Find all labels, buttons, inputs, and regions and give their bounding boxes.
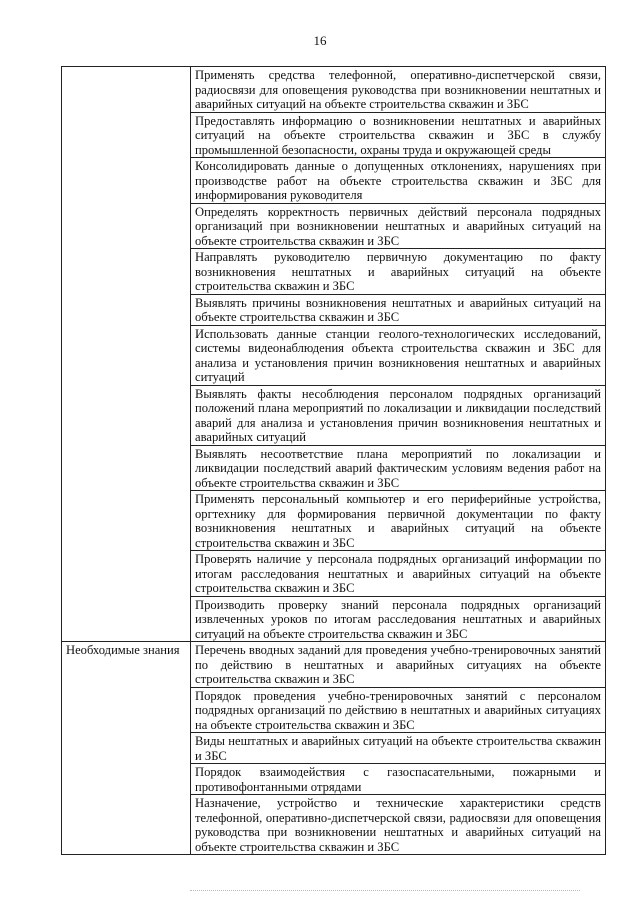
competency-table xyxy=(61,66,606,855)
table-row xyxy=(62,67,606,113)
section-label xyxy=(62,67,191,642)
requirement-cell: Предоставлять информацию о возникновении нештатных и аварийных ситуаций на объекте строительства скважин и ЗБС в службу промышленной безопасности, охраны труда и окружающей среды xyxy=(191,112,606,158)
footer-divider xyxy=(190,890,580,891)
requirement-cell: Порядок взаимодействия с газоспасательными, пожарными и противофонтанными отрядами xyxy=(191,764,606,795)
requirement-cell: Направлять руководителю первичную документацию по факту возникновения нештатных и аварийных ситуаций на объекте строительства скважин и ЗБС xyxy=(191,249,606,295)
requirement-cell: Применять персональный компьютер и его периферийные устройства, оргтехнику для формирования первичной документации по факту возникновения нештатных и аварийных ситуаций на объекте строительства скважин и ЗБС xyxy=(191,491,606,551)
requirement-cell: Порядок проведения учебно-тренировочных занятий с персоналом подрядных организаций по действию в нештатных и аварийных ситуациях на объекте строительства скважин и ЗБС xyxy=(191,687,606,733)
section-label: Необходимые знания xyxy=(62,642,191,855)
table-row xyxy=(62,642,606,688)
requirement-cell: Перечень вводных заданий для проведения учебно-тренировочных занятий по действию в нештатных и аварийных ситуациях на объекте строительства скважин и ЗБС xyxy=(191,642,606,688)
page-number: 16 xyxy=(313,33,327,48)
requirement-cell: Виды нештатных и аварийных ситуаций на объекте строительства скважин и ЗБС xyxy=(191,733,606,764)
requirement-cell: Консолидировать данные о допущенных отклонениях, нарушениях при производстве работ на объекте строительства скважин и ЗБС для информирования руководителя xyxy=(191,158,606,204)
requirement-cell: Определять корректность первичных действий персонала подрядных организаций при возникновении нештатных и аварийных ситуаций на объекте строительства скважин и ЗБС xyxy=(191,203,606,249)
requirement-cell: Назначение, устройство и технические характеристики средств телефонной, оперативно-диспетчерской связи, радиосвязи для оповещения руководства при возникновении нештатных и аварийных ситуаций на объекте строительства скважин и ЗБС xyxy=(191,795,606,855)
requirement-cell: Производить проверку знаний персонала подрядных организаций извлеченных уроков по итогам расследования нештатных и аварийных ситуаций на объекте строительства скважин и ЗБС xyxy=(191,596,606,642)
requirement-cell: Применять средства телефонной, оперативно-диспетчерской связи, радиосвязи для оповещения руководства при возникновении нештатных и аварийных ситуаций на объекте строительства скважин и ЗБС xyxy=(191,67,606,113)
requirement-cell: Выявлять причины возникновения нештатных и аварийных ситуаций на объекте строительства скважин и ЗБС xyxy=(191,294,606,325)
requirement-cell: Проверять наличие у персонала подрядных организаций информации по итогам расследования нештатных и аварийных ситуаций на объекте строительства скважин и ЗБС xyxy=(191,551,606,597)
requirement-cell: Выявлять несоответствие плана мероприятий по локализации и ликвидации последствий аварий фактическим условиям ведения работ на объекте строительства скважин и ЗБС xyxy=(191,445,606,491)
requirement-cell: Выявлять факты несоблюдения персоналом подрядных организаций положений плана мероприятий по локализации и ликвидации последствий аварий для анализа и установления причин возникновения нештатных и аварийных ситуаций xyxy=(191,385,606,445)
requirement-cell: Использовать данные станции геолого-технологических исследований, системы видеонаблюдения объекта строительства скважин и ЗБС для анализа и установления причин возникновения нештатных и аварийных ситуаций xyxy=(191,325,606,385)
